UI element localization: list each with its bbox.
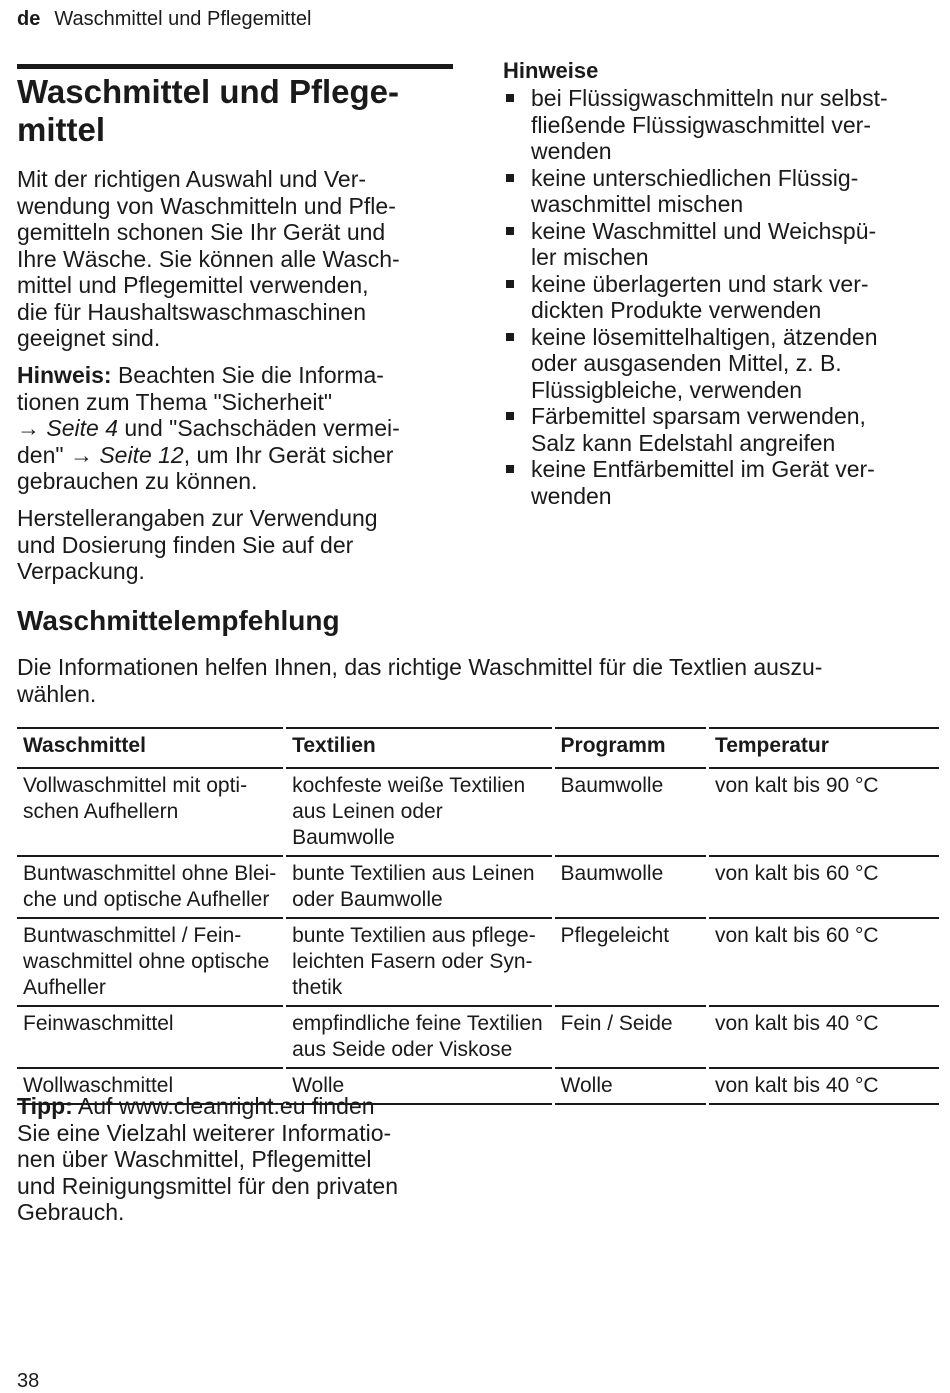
text-line: wendung von Waschmitteln und Pfle-: [17, 192, 396, 219]
note-label: Hinweis:: [17, 362, 112, 388]
table-cell: [285, 856, 553, 918]
text-line: Färbemittel sparsam verwenden,: [531, 403, 866, 429]
cell-line: thetik: [292, 976, 343, 999]
cell-line: Baumwolle: [560, 774, 664, 797]
text-line: keine überlagerten und stark ver-: [531, 270, 869, 297]
cell-line: schen Aufhellern: [23, 800, 179, 823]
page-title: [17, 73, 457, 149]
cell-line: Aufheller: [23, 976, 106, 999]
cell-line: Wolle: [560, 1074, 613, 1097]
text-line: Sie eine Vielzahl weiterer Informatio-: [17, 1119, 392, 1146]
text-line: wählen.: [17, 680, 97, 707]
cell-line: Pflegeleicht: [560, 924, 670, 947]
hinweise-title: Hinweise: [503, 58, 599, 83]
column-header: Programm: [553, 728, 707, 768]
cell-line: von kalt bis 90 °C: [714, 774, 879, 797]
cell-line: von kalt bis 60 °C: [714, 924, 879, 947]
header-section-title: Waschmittel und Pflegemittel: [54, 8, 312, 30]
cell-line: oder Baumwolle: [292, 888, 443, 911]
text-line: Flüssigbleiche, verwenden: [531, 376, 803, 403]
bullet-square-icon: [506, 280, 514, 288]
text-line: wenden: [531, 482, 612, 509]
table-cell: [553, 1006, 707, 1068]
cell-line: Buntwaschmittel ohne Blei-: [23, 862, 277, 885]
text-line: keine lösemittelhaltigen, ätzenden: [531, 323, 878, 350]
text-line: Verpackung.: [17, 558, 145, 584]
table-cell: [707, 768, 939, 856]
table-cell: [17, 1006, 285, 1068]
table-cell: [553, 856, 707, 918]
bullet-square-icon: [506, 412, 514, 420]
text-line: keine unterschiedlichen Flüssig-: [531, 164, 859, 191]
hinweise-list: [503, 85, 943, 509]
page-reference-link[interactable]: Seite 4: [40, 415, 118, 441]
bullet-square-icon: [506, 174, 514, 182]
text-line: keine Waschmittel und Weichspü-: [531, 217, 877, 244]
table-cell: [707, 856, 939, 918]
cell-line: Feinwaschmittel: [23, 1012, 174, 1035]
text-line: ler mischen: [531, 244, 649, 270]
safety-note: [17, 362, 457, 495]
bullet-square-icon: [506, 227, 514, 235]
table-row: [17, 856, 939, 918]
cell-line: Buntwaschmittel / Fein-: [23, 924, 242, 947]
text-line: die für Haushaltswaschmaschinen: [17, 298, 367, 325]
cell-line: waschmittel ohne optische: [23, 950, 270, 973]
list-item: [503, 85, 943, 165]
list-item: [503, 456, 943, 509]
cell-line: bunte Textilien aus Leinen: [292, 862, 535, 885]
text-line: fließende Flüssigwaschmittel ver-: [531, 111, 872, 138]
table-cell: [553, 768, 707, 856]
column-header: Waschmittel: [17, 728, 285, 768]
text-line: nen über Waschmittel, Pflegemittel: [17, 1146, 372, 1172]
cell-line: kochfeste weiße Textilien: [292, 774, 526, 797]
text-line: mittel und Pflegemittel verwenden,: [17, 272, 369, 298]
tip-paragraph: [17, 1093, 457, 1226]
page-reference-link[interactable]: Seite 12: [92, 441, 184, 468]
text-line: Salz kann Edelstahl angreifen: [531, 429, 836, 456]
text-line: , um Ihr Gerät sicher: [183, 441, 394, 468]
cell-line: von kalt bis 40 °C: [714, 1074, 879, 1097]
cell-line: von kalt bis 40 °C: [714, 1012, 879, 1035]
text-line: waschmittel mischen: [531, 191, 744, 217]
title-rule: [17, 64, 453, 69]
table-row: [17, 918, 939, 1006]
table-cell: [17, 768, 285, 856]
text-line: geeignet sind.: [17, 325, 161, 351]
cell-line: Wolle: [292, 1074, 345, 1097]
section-intro: [17, 654, 937, 707]
cell-line: Baumwolle: [560, 862, 664, 885]
text-line: Ihre Wäsche. Sie können alle Wasch-: [17, 245, 400, 272]
cell-line: Vollwaschmittel mit opti-: [23, 774, 248, 797]
text-line: wenden: [531, 138, 612, 164]
table-cell: [553, 918, 707, 1006]
text-line: Herstellerangaben zur Verwendung: [17, 505, 378, 531]
table-header-row: [17, 728, 939, 768]
page-number: 38: [17, 1370, 40, 1392]
table-cell: [553, 1068, 707, 1104]
cell-line: aus Leinen oder Baumwolle: [292, 800, 443, 849]
cell-line: empfindliche feine Textilien: [292, 1012, 543, 1035]
table-cell: [707, 918, 939, 1006]
list-item: [503, 218, 943, 271]
text-line: den": [17, 441, 70, 468]
text-line: dickten Produkte verwenden: [531, 297, 822, 323]
tip-label: Tipp:: [17, 1093, 73, 1119]
arrow-icon: →: [69, 441, 93, 468]
intro-paragraph: [17, 166, 457, 352]
list-item: [503, 403, 943, 456]
list-item: [503, 324, 943, 404]
cell-line: che und optische Aufheller: [23, 888, 270, 911]
cell-line: bunte Textilien aus pflege-: [292, 924, 536, 947]
table-cell: [707, 1068, 939, 1104]
text-line: keine Entfärbemittel im Gerät ver-: [531, 456, 875, 482]
table-cell: [707, 1006, 939, 1068]
table-row: [17, 768, 939, 856]
page-header: [17, 8, 311, 31]
arrow-icon: →: [17, 415, 40, 441]
table-cell: [285, 768, 553, 856]
table-row: [17, 1006, 939, 1068]
bullet-square-icon: [506, 94, 514, 102]
text-line: bei Flüssigwaschmitteln nur selbst-: [531, 85, 888, 111]
cell-line: Wollwaschmittel: [23, 1074, 174, 1097]
text-line: Auf www.cleanright.eu finden: [72, 1093, 375, 1119]
detergent-table: [17, 727, 939, 1105]
cell-line: von kalt bis 60 °C: [714, 862, 879, 885]
text-line: gemitteln schonen Sie Ihr Gerät und: [17, 219, 386, 245]
list-item: [503, 165, 943, 218]
text-line: Gebrauch.: [17, 1199, 125, 1225]
bullet-square-icon: [506, 333, 514, 341]
table-cell: [285, 1006, 553, 1068]
language-code: de: [17, 8, 41, 30]
text-line: gebrauchen zu können.: [17, 468, 258, 494]
cell-line: aus Seide oder Viskose: [292, 1038, 513, 1061]
text-line: tionen zum Thema "Sicherheit": [17, 388, 333, 415]
text-line: und Reinigungsmittel für den privaten: [17, 1172, 399, 1199]
section-heading: Waschmittelempfehlung: [17, 605, 340, 636]
text-line: Die Informationen helfen Ihnen, das richtige Waschmittel für die Textlien auszu-: [17, 654, 823, 680]
text-line: und "Sachschäden vermei-: [118, 415, 400, 441]
text-line: Beachten Sie die Informa-: [111, 362, 384, 388]
manufacturer-paragraph: [17, 505, 457, 585]
table-cell: [17, 918, 285, 1006]
table-cell: [17, 856, 285, 918]
cell-line: Fein / Seide: [560, 1012, 673, 1035]
column-header: Temperatur: [707, 728, 939, 768]
column-header: Textilien: [285, 728, 553, 768]
table-cell: [285, 918, 553, 1006]
text-line: Mit der richtigen Auswahl und Ver-: [17, 166, 367, 192]
text-line: oder ausgasenden Mittel, z. B.: [531, 350, 842, 376]
list-item: [503, 271, 943, 324]
title-line: mittel: [17, 111, 106, 148]
title-line: Waschmittel und Pflege-: [17, 73, 399, 110]
bullet-square-icon: [506, 465, 514, 473]
cell-line: leichten Fasern oder Syn-: [292, 950, 533, 973]
text-line: und Dosierung finden Sie auf der: [17, 531, 354, 558]
